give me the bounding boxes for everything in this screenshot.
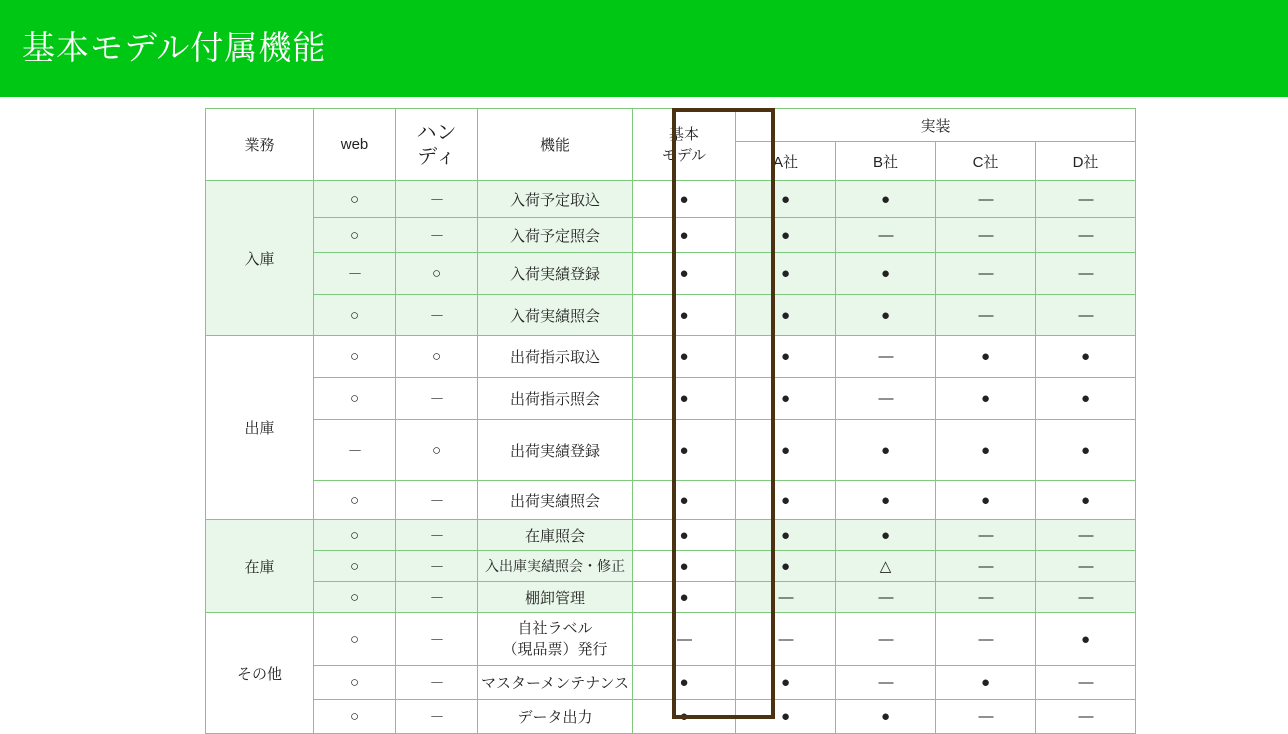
cell-maker-b: ●: [836, 253, 936, 295]
table-row: [206, 613, 1136, 666]
cell-maker-b: —: [836, 613, 936, 666]
group-label-nyuko: 入庫: [206, 181, 314, 336]
group-label-zaiko: 在庫: [206, 520, 314, 613]
cell-kihon: ●: [633, 181, 736, 218]
table-row: [206, 481, 1136, 520]
cell-web: ○: [314, 295, 396, 336]
cell-function: 出荷実績登録: [478, 420, 633, 481]
cell-web: ○: [314, 336, 396, 378]
cell-maker-c: ●: [936, 420, 1036, 481]
header-handy: [396, 109, 478, 181]
header-kihon-line1: 基本: [668, 125, 699, 143]
table-row: [206, 520, 1136, 551]
cell-web: －: [314, 420, 396, 481]
cell-maker-d: —: [1036, 295, 1136, 336]
table-header: [206, 109, 1136, 181]
cell-maker-c: —: [936, 582, 1036, 613]
cell-function: 入荷予定照会: [478, 218, 633, 253]
cell-function: [478, 613, 633, 666]
cell-function: 入荷実績登録: [478, 253, 633, 295]
cell-kihon: ●: [633, 666, 736, 700]
cell-maker-b: —: [836, 218, 936, 253]
feature-matrix-table: [205, 108, 1136, 734]
cell-maker-d: ●: [1036, 420, 1136, 481]
header-maker-c: C社: [936, 142, 1036, 181]
header-web: web: [314, 109, 396, 181]
table-row: [206, 551, 1136, 582]
cell-function: 入荷予定取込: [478, 181, 633, 218]
cell-maker-d: —: [1036, 700, 1136, 734]
cell-maker-d: —: [1036, 582, 1136, 613]
cell-maker-a: ●: [736, 253, 836, 295]
cell-handy: ○: [396, 420, 478, 481]
cell-maker-c: —: [936, 295, 1036, 336]
page-title: 基本モデル付属機能: [22, 29, 327, 66]
cell-handy: －: [396, 551, 478, 582]
cell-kihon: ●: [633, 481, 736, 520]
cell-function-line1: 自社ラベル: [517, 620, 593, 637]
cell-web: ○: [314, 520, 396, 551]
feature-matrix-container: [205, 108, 1135, 734]
cell-maker-b: ●: [836, 181, 936, 218]
cell-maker-c: —: [936, 181, 1036, 218]
cell-function: 入出庫実績照会・修正: [478, 551, 633, 582]
cell-handy: ○: [396, 336, 478, 378]
table-row: [206, 378, 1136, 420]
header-kinou: 機能: [478, 109, 633, 181]
cell-maker-a: ●: [736, 218, 836, 253]
cell-maker-a: ●: [736, 551, 836, 582]
cell-maker-d: —: [1036, 551, 1136, 582]
table-row: [206, 295, 1136, 336]
cell-maker-a: ●: [736, 481, 836, 520]
table-row: [206, 218, 1136, 253]
header-jissou: 実装: [736, 109, 1136, 142]
group-label-shukko: 出庫: [206, 336, 314, 520]
cell-handy: －: [396, 481, 478, 520]
cell-function: 在庫照会: [478, 520, 633, 551]
cell-web: ○: [314, 551, 396, 582]
cell-maker-d: ●: [1036, 613, 1136, 666]
cell-function: 出荷指示照会: [478, 378, 633, 420]
cell-maker-c: —: [936, 613, 1036, 666]
cell-handy: －: [396, 378, 478, 420]
header-handy-line2: ディ: [417, 145, 456, 168]
header-gyomu: 業務: [206, 109, 314, 181]
cell-maker-a: ●: [736, 336, 836, 378]
table-row: [206, 666, 1136, 700]
table-row: [206, 253, 1136, 295]
cell-maker-b: —: [836, 666, 936, 700]
cell-maker-d: —: [1036, 181, 1136, 218]
cell-kihon: ●: [633, 336, 736, 378]
cell-web: －: [314, 253, 396, 295]
cell-handy: －: [396, 666, 478, 700]
cell-kihon: ●: [633, 551, 736, 582]
cell-maker-a: ●: [736, 666, 836, 700]
cell-handy: －: [396, 520, 478, 551]
header-kihon-model: [633, 109, 736, 181]
cell-handy: －: [396, 295, 478, 336]
cell-maker-d: —: [1036, 253, 1136, 295]
cell-maker-a: ●: [736, 295, 836, 336]
cell-handy: －: [396, 613, 478, 666]
cell-kihon: ●: [633, 700, 736, 734]
cell-kihon: ●: [633, 378, 736, 420]
cell-maker-d: ●: [1036, 481, 1136, 520]
header-maker-d: D社: [1036, 142, 1136, 181]
header-maker-b: B社: [836, 142, 936, 181]
cell-maker-d: —: [1036, 666, 1136, 700]
cell-handy: －: [396, 700, 478, 734]
cell-maker-b: ●: [836, 295, 936, 336]
cell-maker-b: —: [836, 336, 936, 378]
cell-web: ○: [314, 218, 396, 253]
group-label-sonota: その他: [206, 613, 314, 734]
cell-maker-c: —: [936, 700, 1036, 734]
cell-kihon: ●: [633, 520, 736, 551]
cell-function-line2: （現品票）発行: [502, 641, 608, 658]
cell-maker-a: ●: [736, 378, 836, 420]
table-row: [206, 582, 1136, 613]
cell-maker-c: ●: [936, 481, 1036, 520]
cell-function: マスターメンテナンス: [478, 666, 633, 700]
header-handy-line1: ハン: [416, 121, 457, 144]
cell-maker-a: —: [736, 613, 836, 666]
header-kihon-line2: モデル: [661, 146, 707, 164]
cell-web: ○: [314, 181, 396, 218]
cell-kihon: —: [633, 613, 736, 666]
cell-maker-c: —: [936, 520, 1036, 551]
cell-handy: ○: [396, 253, 478, 295]
cell-maker-d: ●: [1036, 336, 1136, 378]
header-maker-a: A社: [736, 142, 836, 181]
table-row: [206, 420, 1136, 481]
cell-function: 出荷実績照会: [478, 481, 633, 520]
cell-handy: －: [396, 582, 478, 613]
cell-maker-c: ●: [936, 666, 1036, 700]
cell-function: 棚卸管理: [478, 582, 633, 613]
cell-maker-a: ●: [736, 700, 836, 734]
cell-kihon: ●: [633, 253, 736, 295]
cell-maker-b: △: [836, 551, 936, 582]
cell-maker-c: —: [936, 253, 1036, 295]
cell-web: ○: [314, 700, 396, 734]
cell-kihon: ●: [633, 582, 736, 613]
table-row: [206, 336, 1136, 378]
cell-kihon: ●: [633, 420, 736, 481]
cell-web: ○: [314, 481, 396, 520]
cell-maker-a: ●: [736, 181, 836, 218]
cell-maker-a: —: [736, 582, 836, 613]
cell-maker-b: —: [836, 582, 936, 613]
cell-maker-d: —: [1036, 520, 1136, 551]
cell-maker-c: —: [936, 218, 1036, 253]
cell-kihon: ●: [633, 295, 736, 336]
cell-maker-b: —: [836, 378, 936, 420]
cell-maker-c: ●: [936, 336, 1036, 378]
cell-function: 出荷指示取込: [478, 336, 633, 378]
table-body: [206, 181, 1136, 734]
cell-maker-b: ●: [836, 420, 936, 481]
cell-maker-b: ●: [836, 481, 936, 520]
header-row-1: [206, 109, 1136, 142]
table-row: [206, 700, 1136, 734]
cell-maker-a: ●: [736, 420, 836, 481]
cell-web: ○: [314, 582, 396, 613]
cell-kihon: ●: [633, 218, 736, 253]
cell-maker-c: ●: [936, 378, 1036, 420]
cell-maker-b: ●: [836, 520, 936, 551]
cell-maker-c: —: [936, 551, 1036, 582]
table-row: [206, 181, 1136, 218]
cell-web: ○: [314, 378, 396, 420]
cell-maker-d: —: [1036, 218, 1136, 253]
cell-maker-d: ●: [1036, 378, 1136, 420]
cell-web: ○: [314, 666, 396, 700]
cell-maker-b: ●: [836, 700, 936, 734]
cell-function: 入荷実績照会: [478, 295, 633, 336]
cell-maker-a: ●: [736, 520, 836, 551]
cell-web: ○: [314, 613, 396, 666]
cell-handy: －: [396, 181, 478, 218]
cell-function: データ出力: [478, 700, 633, 734]
cell-handy: －: [396, 218, 478, 253]
